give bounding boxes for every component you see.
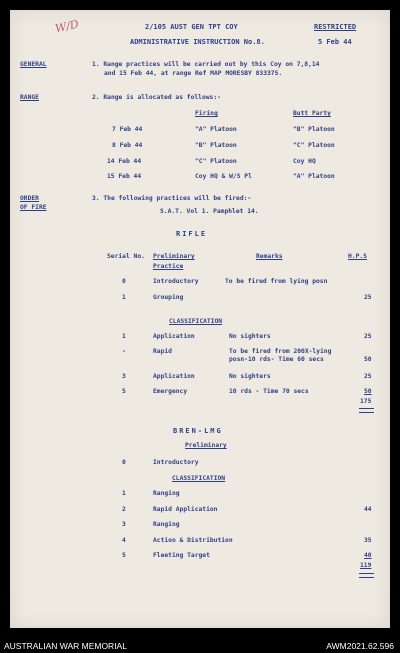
practice-remarks-cont: posn-10 rds- Time 60 secs [229, 356, 324, 363]
practice-name: Fleeting Target [153, 552, 210, 559]
range-col-firing: Firing [195, 110, 218, 117]
rifle-total: 175 [360, 398, 372, 405]
range-firing: "A" Platoon [195, 126, 237, 133]
bren-preliminary-label: Preliminary [185, 442, 227, 449]
practice-remarks: No sighters [229, 373, 271, 380]
serial-number: 1 [122, 490, 126, 497]
range-date: 15 Feb 44 [107, 173, 142, 180]
order-section-label-line1: ORDER [20, 195, 39, 202]
practice-name: Ranging [153, 490, 180, 497]
rifle-col-practice: Practice [153, 263, 184, 270]
bren-heading: BREN-LMG [173, 427, 223, 435]
bren-classification-label: CLASSIFICATION [172, 475, 226, 482]
practice-hps: 50 [364, 356, 372, 363]
practice-name: Rapid [153, 348, 172, 355]
range-section-label: RANGE [20, 94, 39, 101]
pamphlet-reference: S.A.T. Vol 1. Pamphlet 14. [160, 208, 259, 215]
practice-remarks: No sighters [229, 333, 271, 340]
range-date: 7 Feb 44 [112, 126, 143, 133]
practice-hps: 25 [364, 373, 372, 380]
bren-total: 119 [360, 562, 372, 569]
range-paragraph: 2. Range is allocated as follows:- [92, 94, 221, 101]
practice-name: Introductory [153, 278, 199, 285]
practice-hps: 50 [364, 388, 372, 395]
range-firing: "C" Platoon [195, 158, 237, 165]
range-col-butt-party: Butt Party [293, 110, 331, 117]
footer-accession-number: AWM2021.62.596 [326, 641, 394, 651]
practice-remarks: To be fired from 200X-lying [229, 348, 332, 355]
serial-number: 0 [122, 278, 126, 285]
rifle-col-remarks: Remarks [256, 253, 283, 260]
practice-remarks: 10 rds - Time 70 secs [229, 388, 309, 395]
practice-name: Rapid Application [153, 506, 218, 513]
practice-name: Action & Distribution [153, 537, 233, 544]
serial-number: 4 [122, 537, 126, 544]
range-butt: "C" Platoon [293, 142, 335, 149]
practice-name: Application [153, 333, 195, 340]
rifle-heading: RIFLE [176, 230, 208, 238]
practice-name: Introductory [153, 459, 199, 466]
handwritten-annotation: W/D [53, 17, 80, 36]
serial-number: 5 [122, 388, 126, 395]
rifle-col-serial: Serial No. [107, 253, 145, 260]
range-date: 14 Feb 44 [107, 158, 142, 165]
general-section-label: GENERAL [20, 61, 47, 68]
range-date: 8 Feb 44 [112, 142, 143, 149]
range-butt: Coy HQ [293, 158, 316, 165]
serial-number: 1 [122, 294, 126, 301]
practice-name: Emergency [153, 388, 188, 395]
practice-name: Grouping [153, 294, 184, 301]
range-firing: Coy HQ & W/S Pl [195, 173, 252, 180]
rifle-col-hps: H.P.S [348, 253, 367, 260]
practice-name: Ranging [153, 521, 180, 528]
range-butt: "B" Platoon [293, 126, 335, 133]
total-double-rule [359, 408, 374, 413]
order-paragraph: 3. The following practices will be fired:- [92, 195, 252, 202]
rifle-classification-label: CLASSIFICATION [169, 318, 223, 325]
serial-number: 3 [122, 521, 126, 528]
serial-number: 3 [122, 373, 126, 380]
practice-name: Application [153, 373, 195, 380]
serial-number: - [122, 348, 126, 355]
order-section-label-line2: OF FIRE [20, 204, 47, 211]
practice-hps: 40 [364, 552, 372, 559]
range-butt: "A" Platoon [293, 173, 335, 180]
general-paragraph-line1: 1. Range practices will be carried out by this Coy on 7,8,14 [92, 61, 320, 68]
serial-number: 1 [122, 333, 126, 340]
practice-hps: 44 [364, 506, 372, 513]
unit-name: 2/105 AUST GEN TPT COY [145, 23, 238, 31]
serial-number: 5 [122, 552, 126, 559]
rifle-col-preliminary: Preliminary [153, 253, 195, 260]
practice-hps: 35 [364, 537, 372, 544]
total-double-rule [359, 573, 374, 578]
general-paragraph-line2: and 15 Feb 44, at range Ref MAP MORESBY 833375. [104, 70, 283, 77]
document-date: 5 Feb 44 [318, 38, 352, 46]
practice-remarks: To be fired from lying posn [225, 278, 328, 285]
practice-hps: 25 [364, 294, 372, 301]
serial-number: 2 [122, 506, 126, 513]
instruction-title: ADMINISTRATIVE INSTRUCTION No.8. [130, 38, 265, 46]
serial-number: 0 [122, 459, 126, 466]
classification-marking: RESTRICTED [314, 23, 357, 31]
practice-hps: 25 [364, 333, 372, 340]
range-firing: "B" Platoon [195, 142, 237, 149]
footer-collection-name: AUSTRALIAN WAR MEMORIAL [4, 641, 127, 651]
